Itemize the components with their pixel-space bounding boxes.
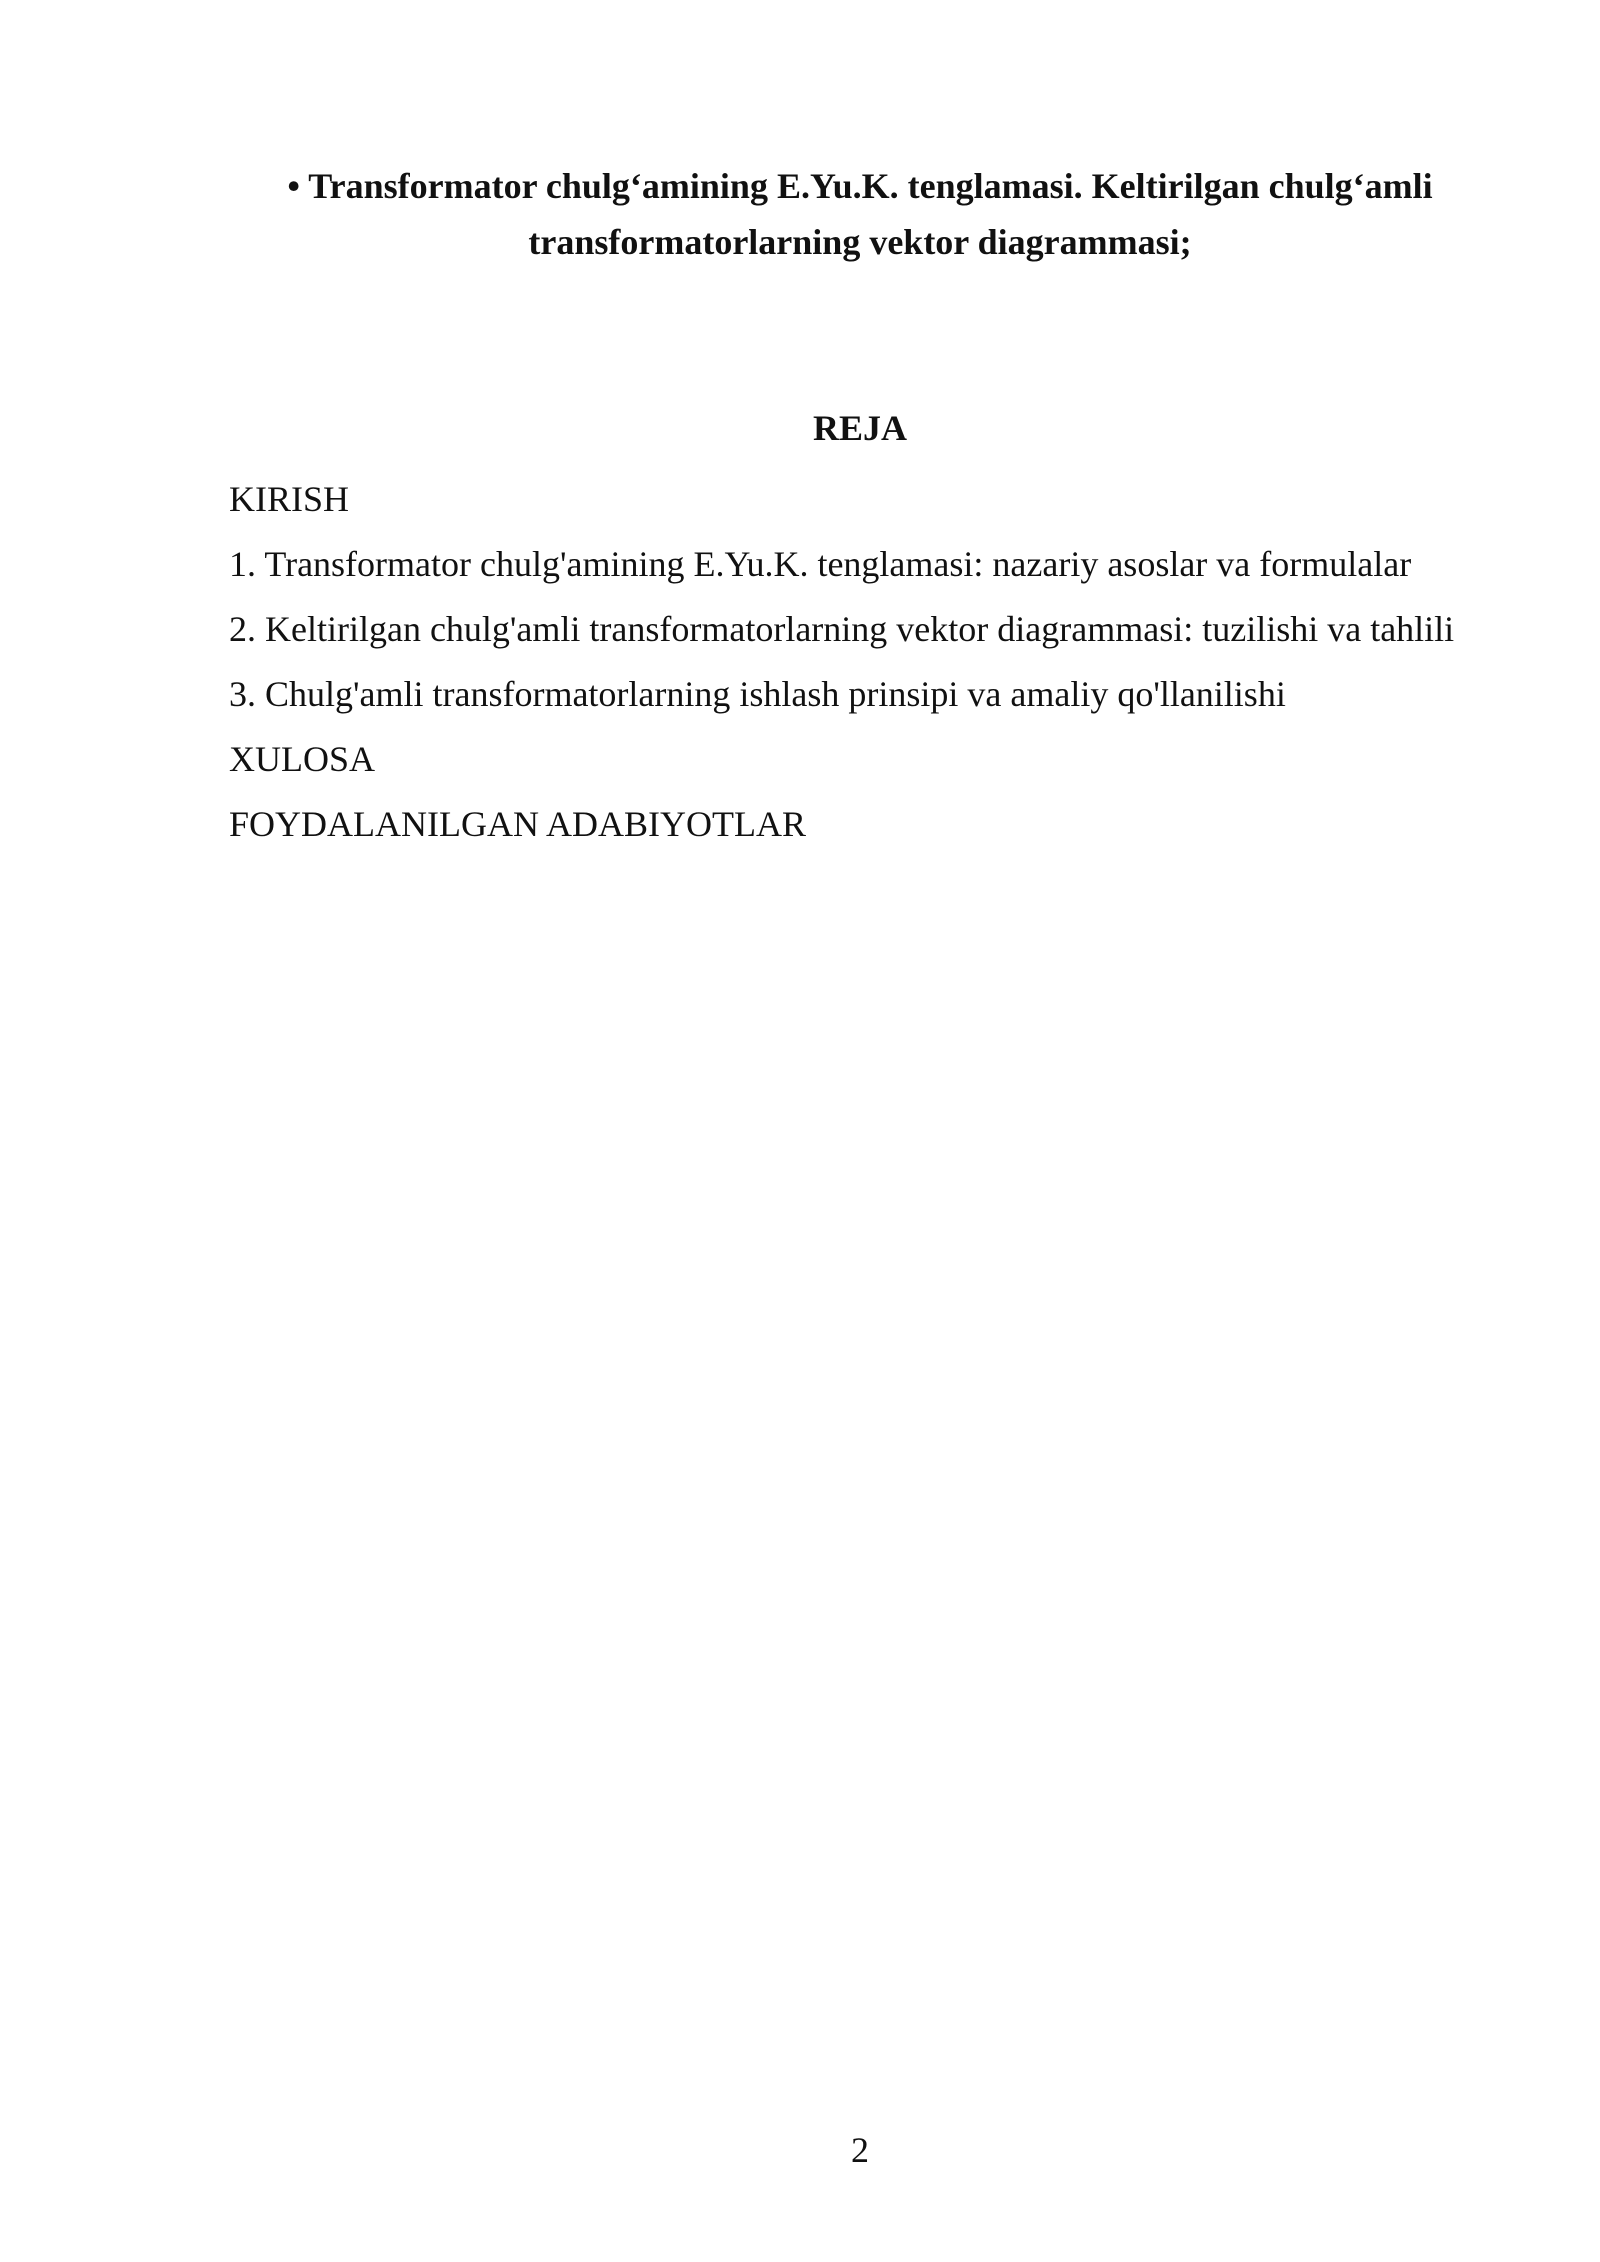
plan-item-conclusion: XULOSA [229, 739, 376, 779]
plan-list [229, 471, 1479, 861]
plan-item-3: 3. Chulg'amli transformatorlarning ishlash prinsipi va amaliy qo'llanilishi [229, 674, 1286, 714]
plan-item-1: 1. Transformator chulg'amining E.Yu.K. tenglamasi: nazariy asoslar va formulalar [229, 544, 1412, 584]
plan-item-2: 2. Keltirilgan chulg'amli transformatorlarning vektor diagrammasi: tuzilishi va tahlili [229, 609, 1455, 649]
plan-item-references: FOYDALANILGAN ADABIYOTLAR [229, 804, 806, 844]
document-title: • Transformator chulg‘amining E.Yu.K. tenglamasi. Keltirilgan chulg‘amli transformatorlarning vektor diagrammasi; [287, 166, 1433, 262]
page-number: 2 [851, 2130, 869, 2170]
plan-item-introduction: KIRISH [229, 479, 350, 519]
plan-heading: REJA [812, 408, 907, 448]
